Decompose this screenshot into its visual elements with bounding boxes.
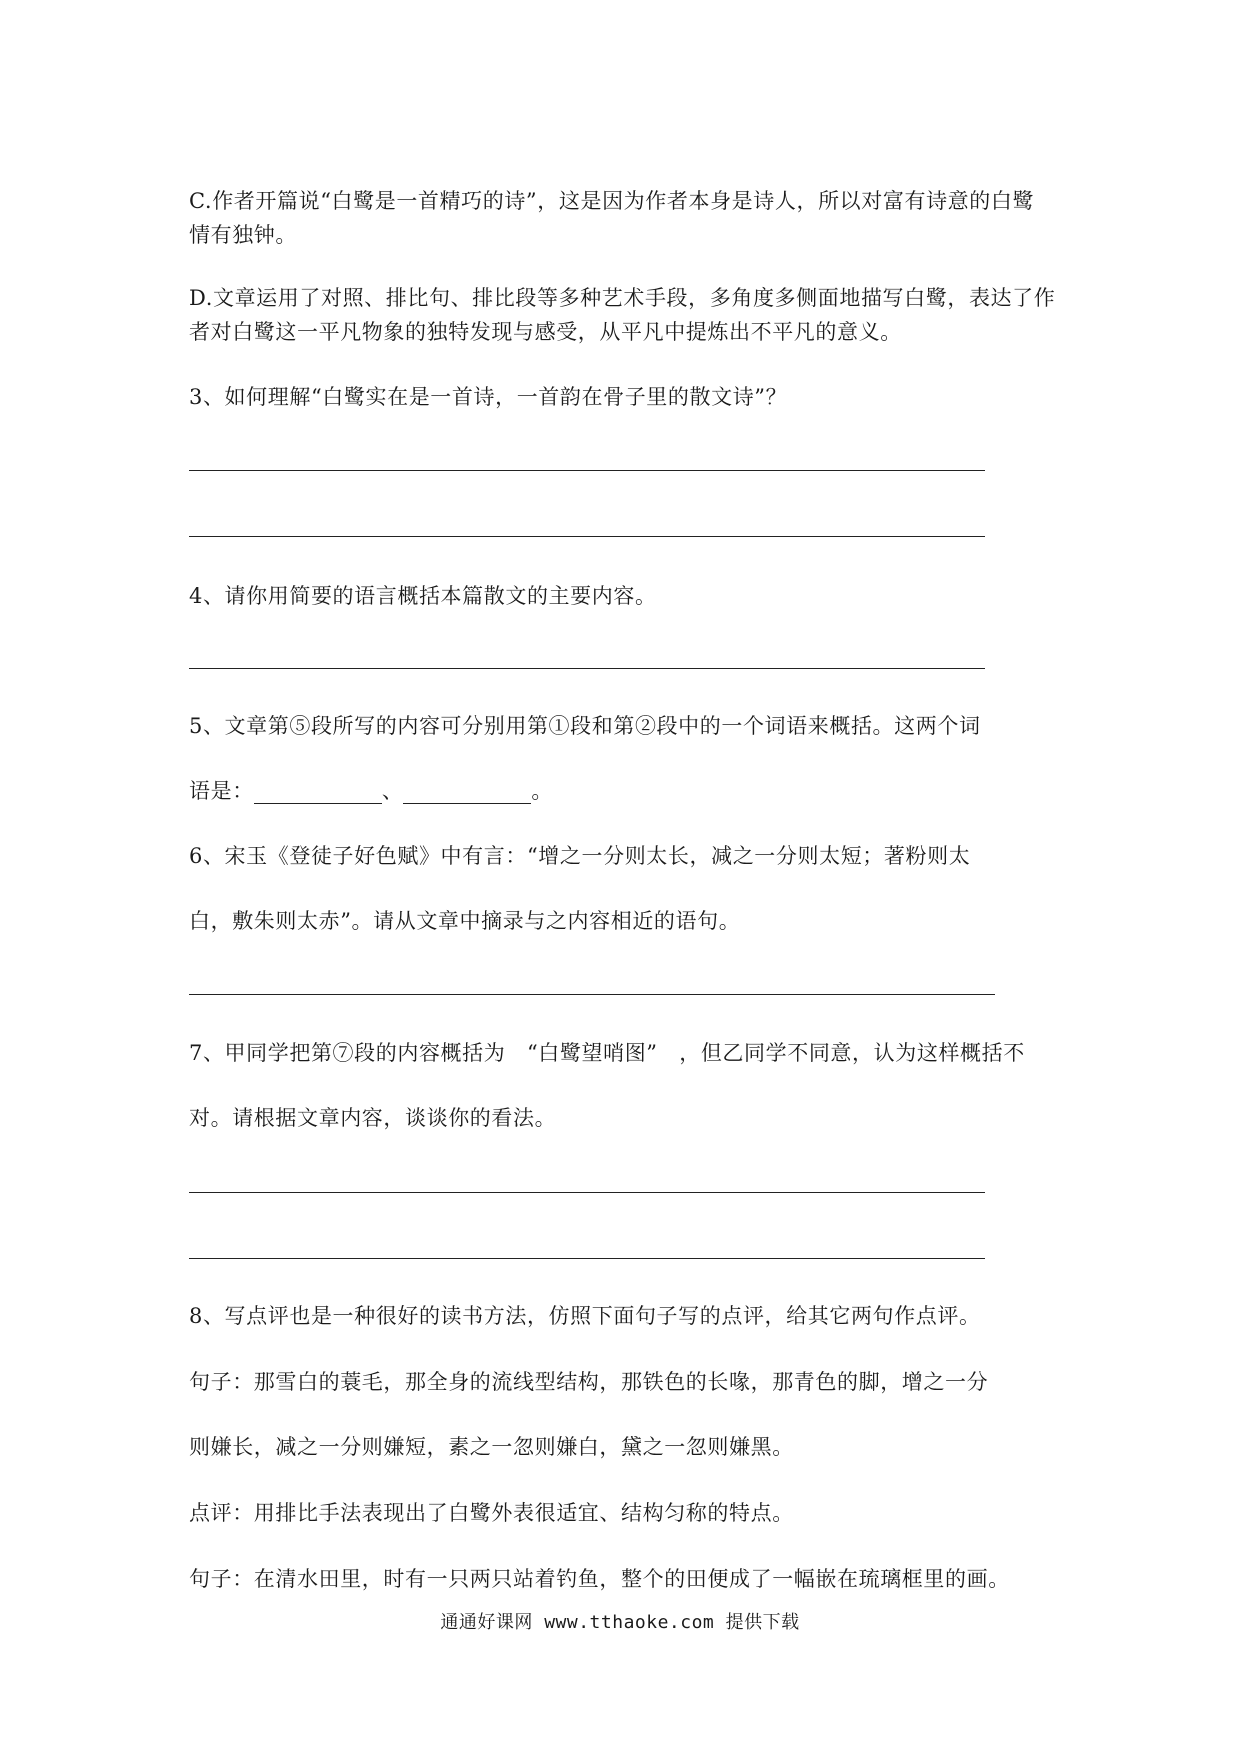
question-3: 3、如何理解“白鹭实在是一首诗，一首韵在骨子里的散文诗”？ [189, 385, 788, 409]
q5-suffix: 。 [531, 779, 554, 803]
q7-answer-line-1[interactable] [189, 1192, 985, 1193]
question-6-line-2: 白，敷朱则太赤”。请从文章中摘录与之内容相近的语句。 [189, 909, 741, 933]
q8-sentence-2: 句子：在清水田里，时有一只两只站着钓鱼，整个的田便成了一幅嵌在琉璃框里的画。 [189, 1567, 1010, 1591]
q7-answer-line-2[interactable] [189, 1258, 985, 1259]
q8-sentence-1-line-1: 句子：那雪白的蓑毛，那全身的流线型结构，那铁色的长喙，那青色的脚，增之一分 [189, 1370, 989, 1394]
q3-answer-line-2[interactable] [189, 536, 985, 537]
q3-answer-line-1[interactable] [189, 470, 985, 471]
q5-separator: 、 [381, 779, 404, 803]
q8-comment: 点评：用排比手法表现出了白鹭外表很适宜、结构匀称的特点。 [189, 1501, 794, 1525]
option-d-line-2: 者对白鹭这一平凡物象的独特发现与感受，从平凡中提炼出不平凡的意义。 [189, 320, 902, 344]
q5-blank-1[interactable] [254, 783, 382, 804]
question-7-line-1: 7、甲同学把第⑦段的内容概括为 “白鹭望哨图” ，但乙同学不同意，认为这样概括不 [189, 1041, 1025, 1065]
q5-prefix: 语是： [189, 779, 254, 803]
question-5-line-1: 5、文章第⑤段所写的内容可分别用第①段和第②段中的一个词语来概括。这两个词 [189, 714, 981, 738]
q4-answer-line[interactable] [189, 668, 985, 669]
option-d-line-1: D.文章运用了对照、排比句、排比段等多种艺术手段，多角度多侧面地描写白鹭，表达了作 [189, 286, 1056, 310]
q5-blank-2[interactable] [403, 783, 531, 804]
question-4: 4、请你用简要的语言概括本篇散文的主要内容。 [189, 584, 657, 608]
footer-download-note: 通通好课网 www.tthaoke.com 提供下载 [440, 1612, 800, 1633]
q6-answer-line[interactable] [189, 994, 995, 995]
question-6-line-1: 6、宋玉《登徒子好色赋》中有言：“增之一分则太长，减之一分则太短；著粉则太 [189, 844, 971, 868]
question-8-line-1: 8、写点评也是一种很好的读书方法，仿照下面句子写的点评，给其它两句作点评。 [189, 1304, 981, 1328]
question-5-line-2 [189, 778, 553, 804]
question-7-line-2: 对。请根据文章内容，谈谈你的看法。 [189, 1106, 557, 1130]
option-c-line-2: 情有独钟。 [189, 223, 297, 247]
option-c-line-1: C.作者开篇说“白鹭是一首精巧的诗”，这是因为作者本身是诗人，所以对富有诗意的白鹭 [189, 189, 1035, 213]
q8-sentence-1-line-2: 则嫌长，减之一分则嫌短，素之一忽则嫌白，黛之一忽则嫌黑。 [189, 1435, 794, 1459]
